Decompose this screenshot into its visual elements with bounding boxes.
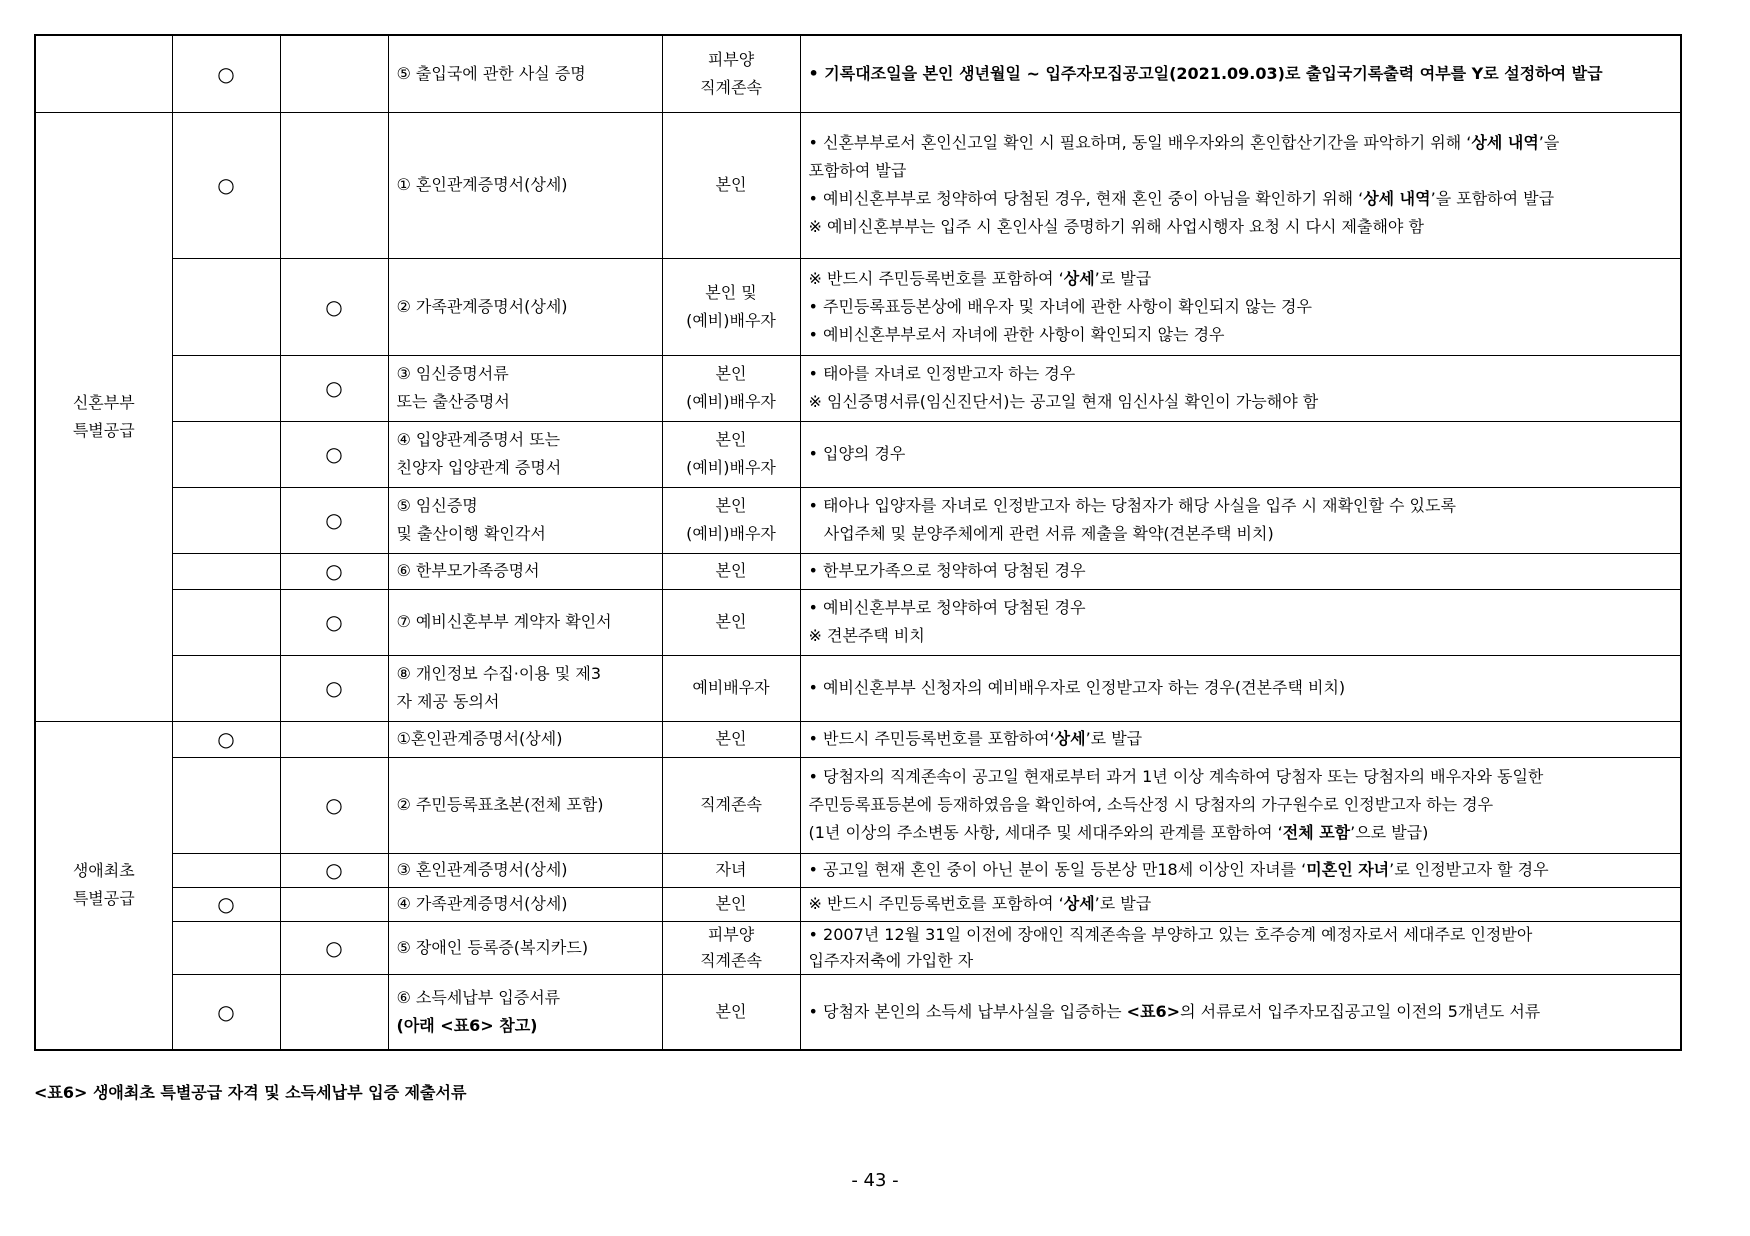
empty-cell [172,655,280,721]
notes: • 기록대조일을 본인 생년월일 ~ 입주자모집공고일(2021.09.03)로 출입국기록출력 여부를 Y로 설정하여 발급 [800,35,1681,112]
empty-cell [280,35,388,112]
target-person: 예비배우자 [662,655,800,721]
notes: • 한부모가족으로 청약하여 당첨된 경우 [800,553,1681,589]
target-person: 피부양 직계존속 [662,35,800,112]
document-name: ③ 임신증명서류 또는 출산증명서 [388,355,662,421]
circle-mark: ○ [280,258,388,355]
circle-mark: ○ [172,721,280,757]
table-row [35,487,1681,553]
notes: • 태아나 입양자를 자녀로 인정받고자 하는 당첨자가 해당 사실을 입주 시 재확인할 수 있도록 사업주체 및 분양주체에게 관련 서류 제출을 확약(견본주택 비치) [800,487,1681,553]
notes: • 2007년 12월 31일 이전에 장애인 직계존속을 부양하고 있는 호주승계 예정자로서 세대주로 인정받아 입주자저축에 가입한 자 [800,921,1681,974]
empty-cell [280,112,388,258]
notes: • 예비신혼부부 신청자의 예비배우자로 인정받고자 하는 경우(견본주택 비치) [800,655,1681,721]
empty-cell [172,487,280,553]
target-person: 본인 [662,112,800,258]
circle-mark: ○ [280,589,388,655]
target-person: 본인 [662,974,800,1050]
circle-mark: ○ [280,553,388,589]
empty-cell [172,921,280,974]
document-name: ② 주민등록표초본(전체 포함) [388,757,662,853]
notes: ※ 반드시 주민등록번호를 포함하여 ‘상세’로 발급 [800,887,1681,921]
empty-cell [172,421,280,487]
circle-mark: ○ [172,112,280,258]
notes: ※ 반드시 주민등록번호를 포함하여 ‘상세’로 발급 • 주민등록표등본상에 배우자 및 자녀에 관한 사항이 확인되지 않는 경우 • 예비신혼부부로서 자녀에 관한 사항이 확인되지 않는 경우 [800,258,1681,355]
document-name: ② 가족관계증명서(상세) [388,258,662,355]
empty-cell [280,887,388,921]
table-row [35,553,1681,589]
table-row [35,421,1681,487]
notes: • 예비신혼부부로 청약하여 당첨된 경우 ※ 견본주택 비치 [800,589,1681,655]
table-row [35,757,1681,853]
document-name: ⑤ 출입국에 관한 사실 증명 [388,35,662,112]
document-name: ⑥ 한부모가족증명서 [388,553,662,589]
document-name: ① 혼인관계증명서(상세) [388,112,662,258]
table-row [35,921,1681,974]
target-person: 본인 [662,589,800,655]
circle-mark: ○ [280,853,388,887]
target-person: 피부양 직계존속 [662,921,800,974]
empty-cell [172,757,280,853]
page-number: - 43 - [851,1170,899,1191]
circle-mark: ○ [172,974,280,1050]
target-person: 본인 [662,553,800,589]
empty-cell [280,721,388,757]
document-name: ⑧ 개인정보 수집·이용 및 제3 자 제공 동의서 [388,655,662,721]
target-person: 본인 [662,887,800,921]
circle-mark: ○ [172,35,280,112]
target-person: 본인 (예비)배우자 [662,421,800,487]
circle-mark: ○ [280,355,388,421]
empty-cell [172,589,280,655]
notes: • 입양의 경우 [800,421,1681,487]
target-person: 직계존속 [662,757,800,853]
group-cell [35,35,172,112]
table-row [35,974,1681,1050]
table-row [35,112,1681,258]
document-name: ④ 가족관계증명서(상세) [388,887,662,921]
notes: • 태아를 자녀로 인정받고자 하는 경우 ※ 임신증명서류(임신진단서)는 공고일 현재 임신사실 확인이 가능해야 함 [800,355,1681,421]
required-documents-table [34,34,1682,1051]
document-name: ④ 입양관계증명서 또는 친양자 입양관계 증명서 [388,421,662,487]
circle-mark: ○ [280,655,388,721]
notes: • 공고일 현재 혼인 중이 아닌 분이 동일 등본상 만18세 이상인 자녀를 ‘미혼인 자녀’로 인정받고자 할 경우 [800,853,1681,887]
table-row [35,35,1681,112]
group-label-newlywed: 신혼부부 특별공급 [35,112,172,721]
document-name: ⑦ 예비신혼부부 계약자 확인서 [388,589,662,655]
table-row [35,258,1681,355]
document-name: ⑤ 장애인 등록증(복지카드) [388,921,662,974]
empty-cell [280,974,388,1050]
table-row [35,853,1681,887]
table-row [35,589,1681,655]
empty-cell [172,853,280,887]
table-row [35,355,1681,421]
circle-mark: ○ [280,757,388,853]
group-label-firsttime: 생애최초 특별공급 [35,721,172,1050]
notes: • 당첨자의 직계존속이 공고일 현재로부터 과거 1년 이상 계속하여 당첨자 또는 당첨자의 배우자와 동일한 주민등록표등본에 등재하였음을 확인하여, 소득산정 시 당첨자의 가구원수로 인정받고자 하는 경우 (1년 이상의 주소변동 사항, 세대주 및 세대주와의 관계를 포함하여 ‘전체 포함’으로 발급) [800,757,1681,853]
circle-mark: ○ [280,487,388,553]
document-name: ⑥ 소득세납부 입증서류 (아래 <표6> 참고) [388,974,662,1050]
target-person: 본인 [662,721,800,757]
circle-mark: ○ [280,421,388,487]
target-person: 자녀 [662,853,800,887]
table-caption: <표6> 생애최초 특별공급 자격 및 소득세납부 입증 제출서류 [34,1083,467,1102]
empty-cell [172,355,280,421]
empty-cell [172,553,280,589]
circle-mark: ○ [280,921,388,974]
table-row [35,887,1681,921]
document-name: ③ 혼인관계증명서(상세) [388,853,662,887]
document-name: ①혼인관계증명서(상세) [388,721,662,757]
notes: • 신혼부부로서 혼인신고일 확인 시 필요하며, 동일 배우자와의 혼인합산기간을 파악하기 위해 ‘상세 내역’을 포함하여 발급 • 예비신혼부부로 청약하여 당첨된 경우, 현재 혼인 중이 아님을 확인하기 위해 ‘상세 내역’을 포함하여 발급 ※ 예비신혼부부는 입주 시 혼인사실 증명하기 위해 사업시행자 요청 시 다시 제출해야 함 [800,112,1681,258]
table-row [35,721,1681,757]
empty-cell [172,258,280,355]
notes: • 당첨자 본인의 소득세 납부사실을 입증하는 <표6>의 서류로서 입주자모집공고일 이전의 5개년도 서류 [800,974,1681,1050]
target-person: 본인 및 (예비)배우자 [662,258,800,355]
table-row [35,655,1681,721]
notes: • 반드시 주민등록번호를 포함하여‘상세’로 발급 [800,721,1681,757]
circle-mark: ○ [172,887,280,921]
target-person: 본인 (예비)배우자 [662,355,800,421]
document-name: ⑤ 임신증명 및 출산이행 확인각서 [388,487,662,553]
target-person: 본인 (예비)배우자 [662,487,800,553]
